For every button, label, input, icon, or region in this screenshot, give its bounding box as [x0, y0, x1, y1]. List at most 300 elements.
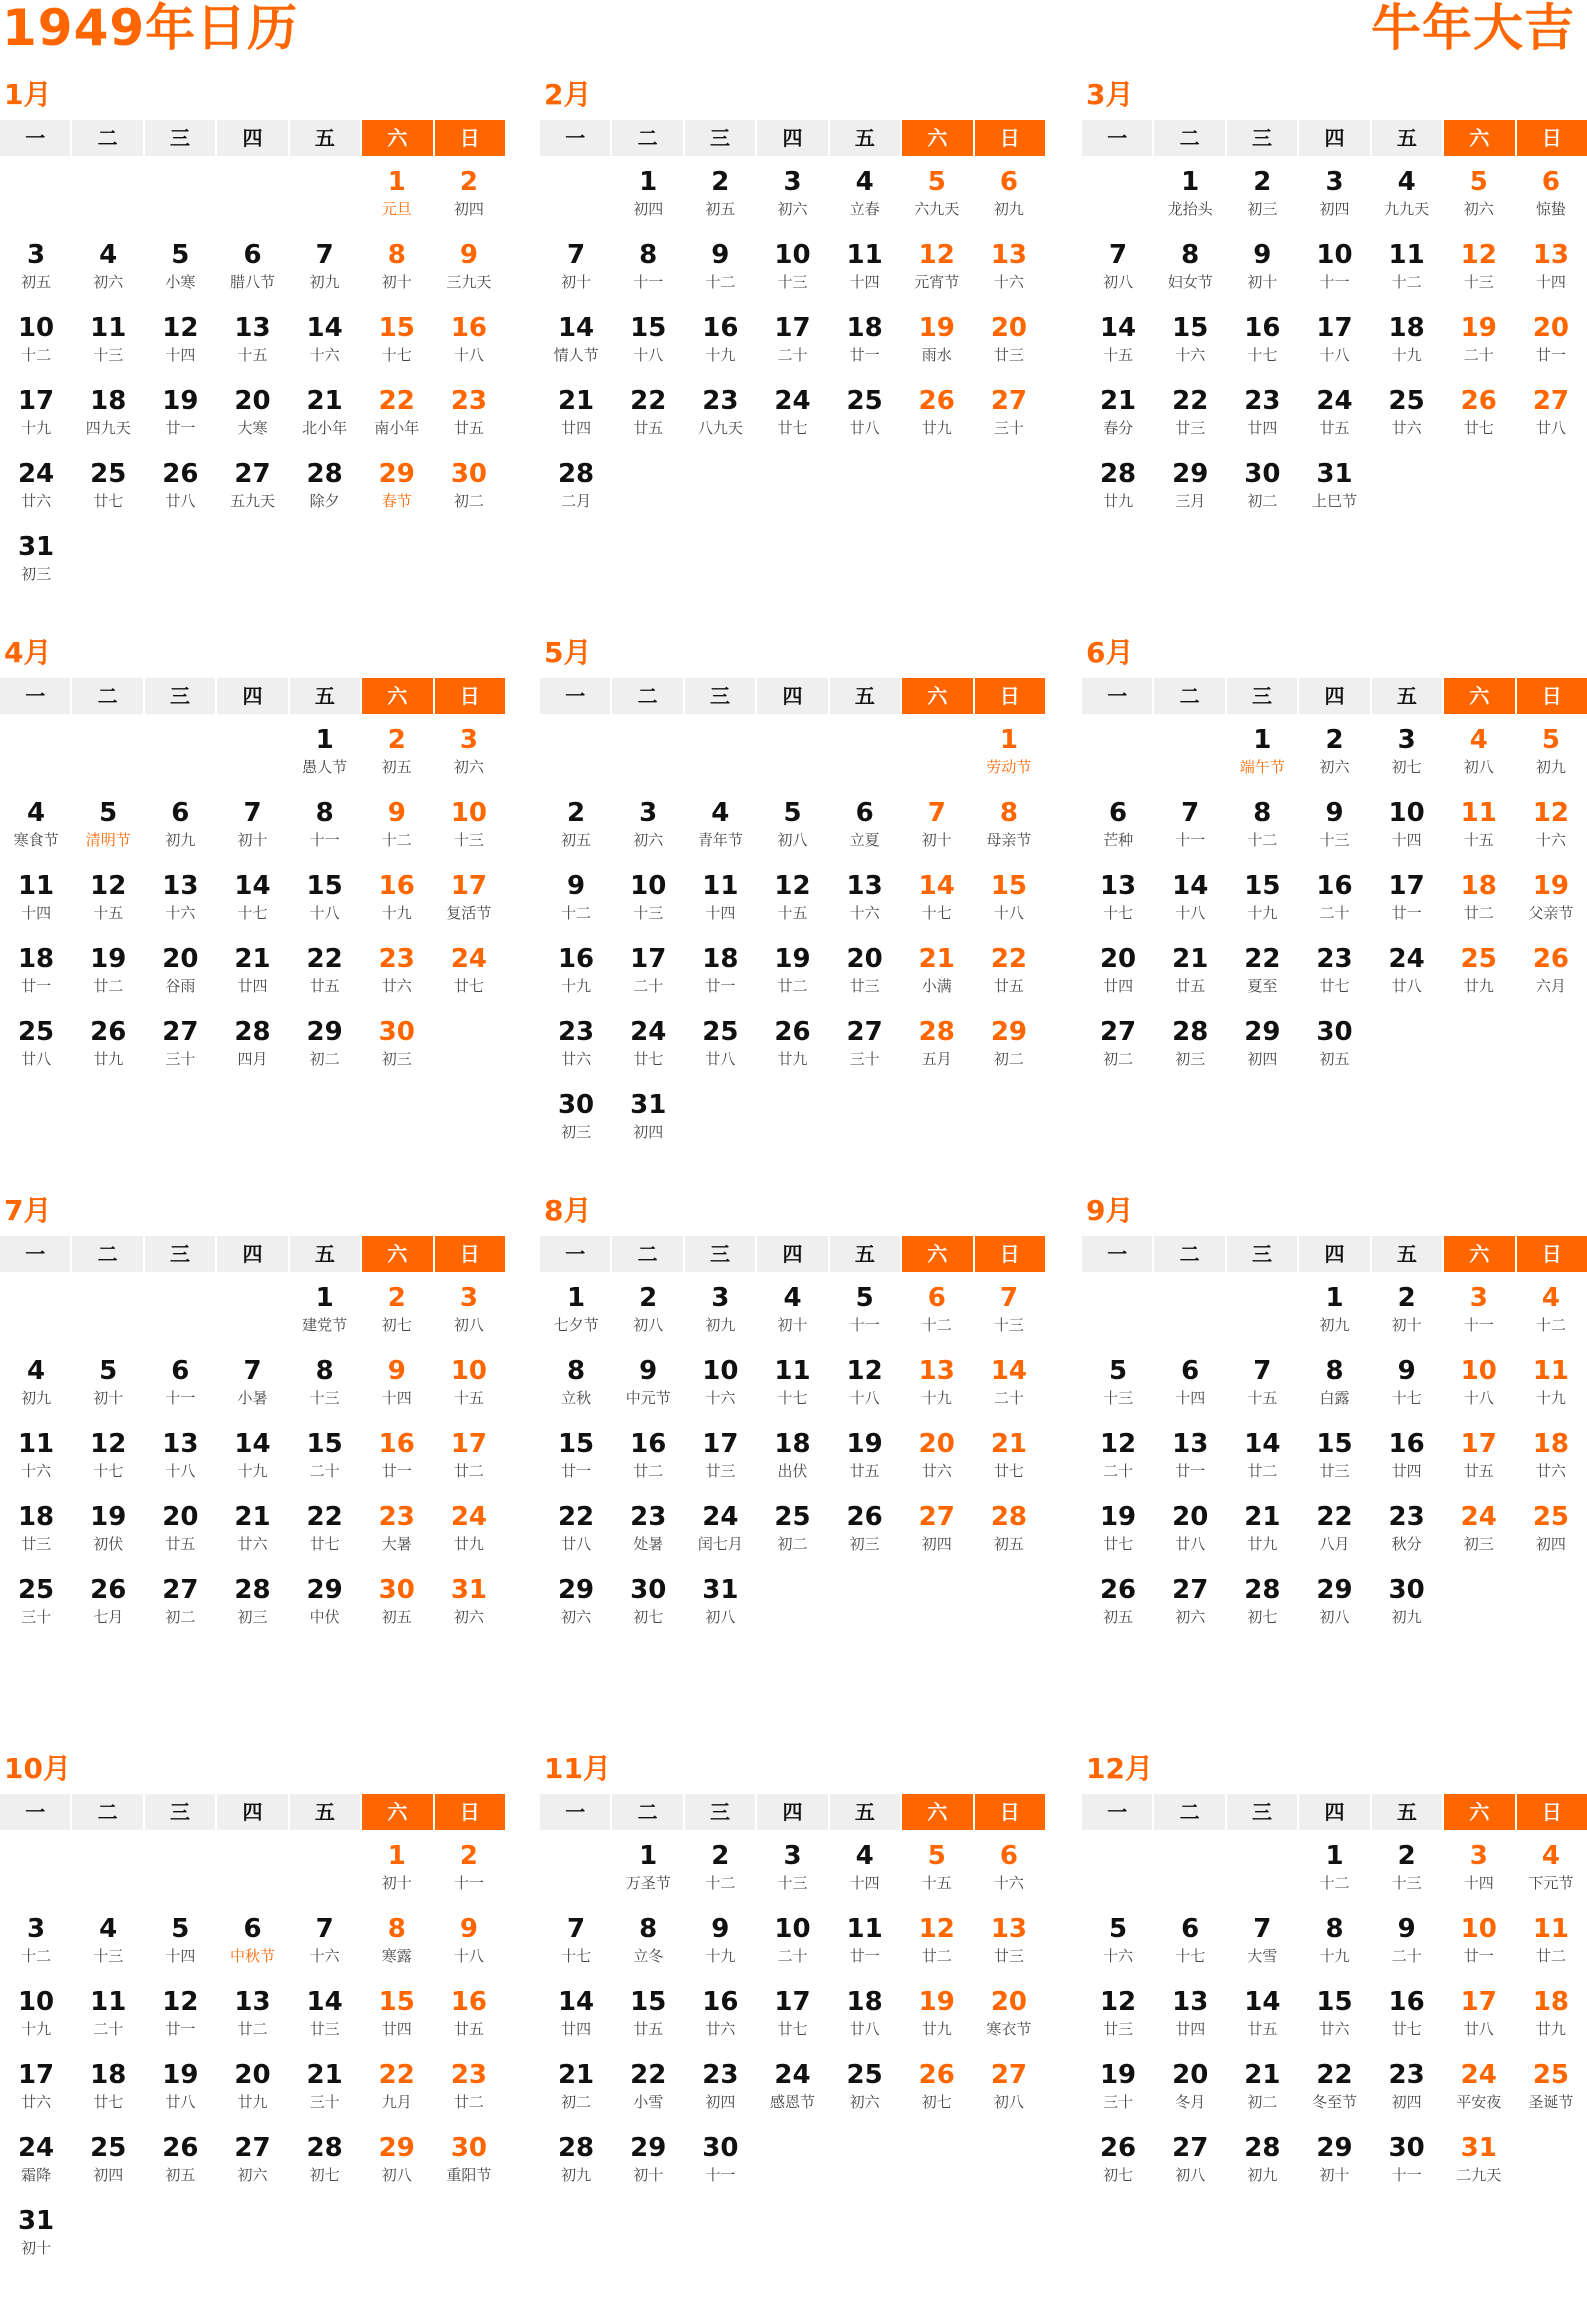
- day-cell[interactable]: [433, 1832, 505, 1905]
- day-cell[interactable]: [684, 1566, 756, 1639]
- day-cell[interactable]: [144, 1493, 216, 1566]
- day-cell[interactable]: [901, 2051, 973, 2124]
- day-cell[interactable]: [756, 231, 828, 304]
- day-cell[interactable]: [1515, 935, 1587, 1008]
- day-cell[interactable]: [433, 862, 505, 935]
- day-cell[interactable]: [684, 158, 756, 231]
- day-cell[interactable]: [901, 304, 973, 377]
- day-cell[interactable]: [1371, 1832, 1443, 1905]
- day-cell[interactable]: [216, 935, 288, 1008]
- day-cell[interactable]: [1226, 1347, 1298, 1420]
- day-cell[interactable]: [1443, 716, 1515, 789]
- day-cell[interactable]: [1226, 158, 1298, 231]
- day-cell[interactable]: [144, 377, 216, 450]
- day-cell[interactable]: [1443, 1493, 1515, 1566]
- day-cell[interactable]: [433, 304, 505, 377]
- day-cell[interactable]: [1515, 1274, 1587, 1347]
- day-cell[interactable]: [1515, 1347, 1587, 1420]
- day-cell[interactable]: [612, 304, 684, 377]
- day-cell[interactable]: [144, 1566, 216, 1639]
- day-cell[interactable]: [973, 1978, 1045, 2051]
- day-cell[interactable]: [1154, 1493, 1226, 1566]
- day-cell[interactable]: [144, 2051, 216, 2124]
- day-cell[interactable]: [72, 1978, 144, 2051]
- day-cell[interactable]: [0, 2051, 72, 2124]
- day-cell[interactable]: [612, 1420, 684, 1493]
- day-cell[interactable]: [289, 1566, 361, 1639]
- day-cell[interactable]: [1298, 789, 1370, 862]
- day-cell[interactable]: [1515, 1978, 1587, 2051]
- day-cell[interactable]: [1298, 1274, 1370, 1347]
- day-cell[interactable]: [1154, 377, 1226, 450]
- day-cell[interactable]: [1226, 231, 1298, 304]
- day-cell[interactable]: [684, 789, 756, 862]
- day-cell[interactable]: [1154, 789, 1226, 862]
- day-cell[interactable]: [540, 304, 612, 377]
- day-cell[interactable]: [1082, 450, 1154, 523]
- day-cell[interactable]: [1082, 2051, 1154, 2124]
- day-cell[interactable]: [973, 377, 1045, 450]
- day-cell[interactable]: [1298, 1008, 1370, 1081]
- day-cell[interactable]: [1226, 2051, 1298, 2124]
- day-cell[interactable]: [1154, 231, 1226, 304]
- day-cell[interactable]: [1443, 158, 1515, 231]
- day-cell[interactable]: [540, 450, 612, 523]
- day-cell[interactable]: [1443, 1274, 1515, 1347]
- day-cell[interactable]: [1371, 1274, 1443, 1347]
- day-cell[interactable]: [72, 231, 144, 304]
- day-cell[interactable]: [72, 1493, 144, 1566]
- day-cell[interactable]: [901, 1347, 973, 1420]
- day-cell[interactable]: [1154, 1905, 1226, 1978]
- day-cell[interactable]: [973, 2051, 1045, 2124]
- day-cell[interactable]: [0, 1905, 72, 1978]
- day-cell[interactable]: [612, 158, 684, 231]
- day-cell[interactable]: [684, 304, 756, 377]
- day-cell[interactable]: [144, 450, 216, 523]
- day-cell[interactable]: [540, 789, 612, 862]
- day-cell[interactable]: [829, 1008, 901, 1081]
- day-cell[interactable]: [540, 377, 612, 450]
- day-cell[interactable]: [361, 450, 433, 523]
- day-cell[interactable]: [361, 1978, 433, 2051]
- day-cell[interactable]: [1371, 862, 1443, 935]
- day-cell[interactable]: [1371, 716, 1443, 789]
- day-cell[interactable]: [973, 1832, 1045, 1905]
- day-cell[interactable]: [612, 1978, 684, 2051]
- day-cell[interactable]: [1298, 1347, 1370, 1420]
- day-cell[interactable]: [1515, 1832, 1587, 1905]
- day-cell[interactable]: [1371, 2124, 1443, 2197]
- day-cell[interactable]: [0, 2197, 72, 2270]
- day-cell[interactable]: [433, 2051, 505, 2124]
- day-cell[interactable]: [1443, 1832, 1515, 1905]
- day-cell[interactable]: [433, 789, 505, 862]
- day-cell[interactable]: [612, 935, 684, 1008]
- day-cell[interactable]: [1515, 862, 1587, 935]
- day-cell[interactable]: [1226, 716, 1298, 789]
- day-cell[interactable]: [829, 1832, 901, 1905]
- day-cell[interactable]: [289, 1274, 361, 1347]
- day-cell[interactable]: [1371, 231, 1443, 304]
- day-cell[interactable]: [1515, 1420, 1587, 1493]
- day-cell[interactable]: [684, 1274, 756, 1347]
- day-cell[interactable]: [361, 1420, 433, 1493]
- day-cell[interactable]: [1154, 1347, 1226, 1420]
- day-cell[interactable]: [540, 1347, 612, 1420]
- day-cell[interactable]: [1154, 1008, 1226, 1081]
- day-cell[interactable]: [1226, 1978, 1298, 2051]
- day-cell[interactable]: [1515, 789, 1587, 862]
- day-cell[interactable]: [1082, 935, 1154, 1008]
- day-cell[interactable]: [1154, 304, 1226, 377]
- day-cell[interactable]: [612, 1905, 684, 1978]
- day-cell[interactable]: [144, 1420, 216, 1493]
- day-cell[interactable]: [1298, 158, 1370, 231]
- day-cell[interactable]: [361, 1566, 433, 1639]
- day-cell[interactable]: [1298, 935, 1370, 1008]
- day-cell[interactable]: [612, 1008, 684, 1081]
- day-cell[interactable]: [361, 935, 433, 1008]
- day-cell[interactable]: [1082, 231, 1154, 304]
- day-cell[interactable]: [1515, 304, 1587, 377]
- day-cell[interactable]: [684, 1347, 756, 1420]
- day-cell[interactable]: [72, 2051, 144, 2124]
- day-cell[interactable]: [756, 1832, 828, 1905]
- day-cell[interactable]: [612, 1832, 684, 1905]
- day-cell[interactable]: [433, 1978, 505, 2051]
- day-cell[interactable]: [612, 789, 684, 862]
- day-cell[interactable]: [973, 1274, 1045, 1347]
- day-cell[interactable]: [144, 1008, 216, 1081]
- day-cell[interactable]: [1515, 2051, 1587, 2124]
- day-cell[interactable]: [0, 231, 72, 304]
- day-cell[interactable]: [1082, 2124, 1154, 2197]
- day-cell[interactable]: [1443, 1420, 1515, 1493]
- day-cell[interactable]: [829, 158, 901, 231]
- day-cell[interactable]: [540, 1566, 612, 1639]
- day-cell[interactable]: [0, 1347, 72, 1420]
- day-cell[interactable]: [0, 450, 72, 523]
- day-cell[interactable]: [0, 1566, 72, 1639]
- day-cell[interactable]: [216, 1978, 288, 2051]
- day-cell[interactable]: [289, 304, 361, 377]
- day-cell[interactable]: [973, 1493, 1045, 1566]
- day-cell[interactable]: [72, 2124, 144, 2197]
- day-cell[interactable]: [612, 1274, 684, 1347]
- day-cell[interactable]: [433, 377, 505, 450]
- day-cell[interactable]: [361, 2051, 433, 2124]
- day-cell[interactable]: [216, 304, 288, 377]
- day-cell[interactable]: [72, 450, 144, 523]
- day-cell[interactable]: [289, 1008, 361, 1081]
- day-cell[interactable]: [1443, 789, 1515, 862]
- day-cell[interactable]: [684, 2124, 756, 2197]
- day-cell[interactable]: [72, 1905, 144, 1978]
- day-cell[interactable]: [289, 862, 361, 935]
- day-cell[interactable]: [756, 862, 828, 935]
- day-cell[interactable]: [540, 1274, 612, 1347]
- day-cell[interactable]: [756, 304, 828, 377]
- day-cell[interactable]: [361, 789, 433, 862]
- day-cell[interactable]: [1154, 862, 1226, 935]
- day-cell[interactable]: [1371, 158, 1443, 231]
- day-cell[interactable]: [216, 2124, 288, 2197]
- day-cell[interactable]: [1515, 1905, 1587, 1978]
- day-cell[interactable]: [756, 1978, 828, 2051]
- day-cell[interactable]: [829, 231, 901, 304]
- day-cell[interactable]: [901, 1905, 973, 1978]
- day-cell[interactable]: [289, 1905, 361, 1978]
- day-cell[interactable]: [0, 1493, 72, 1566]
- day-cell[interactable]: [684, 1008, 756, 1081]
- day-cell[interactable]: [829, 377, 901, 450]
- day-cell[interactable]: [829, 1274, 901, 1347]
- day-cell[interactable]: [540, 1081, 612, 1154]
- day-cell[interactable]: [361, 1008, 433, 1081]
- day-cell[interactable]: [433, 1493, 505, 1566]
- day-cell[interactable]: [433, 935, 505, 1008]
- day-cell[interactable]: [901, 1008, 973, 1081]
- day-cell[interactable]: [829, 862, 901, 935]
- day-cell[interactable]: [1082, 789, 1154, 862]
- day-cell[interactable]: [72, 862, 144, 935]
- day-cell[interactable]: [289, 231, 361, 304]
- day-cell[interactable]: [901, 1978, 973, 2051]
- day-cell[interactable]: [361, 716, 433, 789]
- day-cell[interactable]: [216, 789, 288, 862]
- day-cell[interactable]: [684, 2051, 756, 2124]
- day-cell[interactable]: [612, 1347, 684, 1420]
- day-cell[interactable]: [361, 1347, 433, 1420]
- day-cell[interactable]: [289, 935, 361, 1008]
- day-cell[interactable]: [684, 1493, 756, 1566]
- day-cell[interactable]: [612, 1493, 684, 1566]
- day-cell[interactable]: [756, 1493, 828, 1566]
- day-cell[interactable]: [973, 862, 1045, 935]
- day-cell[interactable]: [973, 1347, 1045, 1420]
- day-cell[interactable]: [216, 377, 288, 450]
- day-cell[interactable]: [289, 1420, 361, 1493]
- day-cell[interactable]: [612, 1081, 684, 1154]
- day-cell[interactable]: [829, 1493, 901, 1566]
- day-cell[interactable]: [1226, 1905, 1298, 1978]
- day-cell[interactable]: [756, 1274, 828, 1347]
- day-cell[interactable]: [684, 862, 756, 935]
- day-cell[interactable]: [0, 862, 72, 935]
- day-cell[interactable]: [1298, 1905, 1370, 1978]
- day-cell[interactable]: [0, 1008, 72, 1081]
- day-cell[interactable]: [289, 2051, 361, 2124]
- day-cell[interactable]: [1443, 231, 1515, 304]
- day-cell[interactable]: [684, 1420, 756, 1493]
- day-cell[interactable]: [361, 377, 433, 450]
- day-cell[interactable]: [1082, 1008, 1154, 1081]
- day-cell[interactable]: [1371, 1566, 1443, 1639]
- day-cell[interactable]: [1226, 377, 1298, 450]
- day-cell[interactable]: [1082, 1566, 1154, 1639]
- day-cell[interactable]: [216, 231, 288, 304]
- day-cell[interactable]: [144, 1978, 216, 2051]
- day-cell[interactable]: [216, 450, 288, 523]
- day-cell[interactable]: [72, 935, 144, 1008]
- day-cell[interactable]: [684, 377, 756, 450]
- day-cell[interactable]: [756, 158, 828, 231]
- day-cell[interactable]: [901, 1832, 973, 1905]
- day-cell[interactable]: [289, 450, 361, 523]
- day-cell[interactable]: [433, 1420, 505, 1493]
- day-cell[interactable]: [361, 2124, 433, 2197]
- day-cell[interactable]: [72, 789, 144, 862]
- day-cell[interactable]: [756, 789, 828, 862]
- day-cell[interactable]: [540, 2051, 612, 2124]
- day-cell[interactable]: [973, 789, 1045, 862]
- day-cell[interactable]: [289, 377, 361, 450]
- day-cell[interactable]: [829, 1420, 901, 1493]
- day-cell[interactable]: [1298, 450, 1370, 523]
- day-cell[interactable]: [0, 304, 72, 377]
- day-cell[interactable]: [144, 304, 216, 377]
- day-cell[interactable]: [216, 1905, 288, 1978]
- day-cell[interactable]: [1298, 304, 1370, 377]
- day-cell[interactable]: [1082, 377, 1154, 450]
- day-cell[interactable]: [973, 1905, 1045, 1978]
- day-cell[interactable]: [0, 1420, 72, 1493]
- day-cell[interactable]: [1226, 1420, 1298, 1493]
- day-cell[interactable]: [72, 1420, 144, 1493]
- day-cell[interactable]: [1298, 377, 1370, 450]
- day-cell[interactable]: [1082, 1347, 1154, 1420]
- day-cell[interactable]: [289, 1978, 361, 2051]
- day-cell[interactable]: [361, 231, 433, 304]
- day-cell[interactable]: [1226, 1493, 1298, 1566]
- day-cell[interactable]: [361, 1832, 433, 1905]
- day-cell[interactable]: [1371, 377, 1443, 450]
- day-cell[interactable]: [540, 231, 612, 304]
- day-cell[interactable]: [361, 1905, 433, 1978]
- day-cell[interactable]: [72, 1008, 144, 1081]
- day-cell[interactable]: [684, 1978, 756, 2051]
- day-cell[interactable]: [540, 862, 612, 935]
- day-cell[interactable]: [433, 231, 505, 304]
- day-cell[interactable]: [829, 2051, 901, 2124]
- day-cell[interactable]: [1371, 1347, 1443, 1420]
- day-cell[interactable]: [144, 935, 216, 1008]
- day-cell[interactable]: [1154, 1978, 1226, 2051]
- day-cell[interactable]: [216, 1493, 288, 1566]
- day-cell[interactable]: [1371, 304, 1443, 377]
- day-cell[interactable]: [1298, 716, 1370, 789]
- day-cell[interactable]: [540, 1493, 612, 1566]
- day-cell[interactable]: [1298, 231, 1370, 304]
- day-cell[interactable]: [433, 1347, 505, 1420]
- day-cell[interactable]: [216, 862, 288, 935]
- day-cell[interactable]: [1443, 2124, 1515, 2197]
- day-cell[interactable]: [1298, 2124, 1370, 2197]
- day-cell[interactable]: [1082, 304, 1154, 377]
- day-cell[interactable]: [1298, 862, 1370, 935]
- day-cell[interactable]: [72, 304, 144, 377]
- day-cell[interactable]: [540, 935, 612, 1008]
- day-cell[interactable]: [756, 1347, 828, 1420]
- day-cell[interactable]: [433, 2124, 505, 2197]
- day-cell[interactable]: [829, 789, 901, 862]
- day-cell[interactable]: [1082, 1420, 1154, 1493]
- day-cell[interactable]: [216, 1347, 288, 1420]
- day-cell[interactable]: [1154, 935, 1226, 1008]
- day-cell[interactable]: [289, 789, 361, 862]
- day-cell[interactable]: [540, 1978, 612, 2051]
- day-cell[interactable]: [973, 231, 1045, 304]
- day-cell[interactable]: [1226, 2124, 1298, 2197]
- day-cell[interactable]: [216, 2051, 288, 2124]
- day-cell[interactable]: [289, 716, 361, 789]
- day-cell[interactable]: [1371, 1420, 1443, 1493]
- day-cell[interactable]: [1298, 1493, 1370, 1566]
- day-cell[interactable]: [1082, 1493, 1154, 1566]
- day-cell[interactable]: [1082, 1978, 1154, 2051]
- day-cell[interactable]: [361, 862, 433, 935]
- day-cell[interactable]: [612, 862, 684, 935]
- day-cell[interactable]: [1515, 377, 1587, 450]
- day-cell[interactable]: [144, 2124, 216, 2197]
- day-cell[interactable]: [612, 231, 684, 304]
- day-cell[interactable]: [1226, 450, 1298, 523]
- day-cell[interactable]: [1371, 1905, 1443, 1978]
- day-cell[interactable]: [216, 1420, 288, 1493]
- day-cell[interactable]: [1298, 1566, 1370, 1639]
- day-cell[interactable]: [829, 1347, 901, 1420]
- day-cell[interactable]: [1226, 1008, 1298, 1081]
- day-cell[interactable]: [973, 158, 1045, 231]
- day-cell[interactable]: [756, 1905, 828, 1978]
- day-cell[interactable]: [901, 1274, 973, 1347]
- day-cell[interactable]: [361, 1274, 433, 1347]
- day-cell[interactable]: [361, 158, 433, 231]
- day-cell[interactable]: [901, 862, 973, 935]
- day-cell[interactable]: [1443, 1905, 1515, 1978]
- day-cell[interactable]: [901, 158, 973, 231]
- day-cell[interactable]: [1371, 789, 1443, 862]
- day-cell[interactable]: [0, 2124, 72, 2197]
- day-cell[interactable]: [612, 377, 684, 450]
- day-cell[interactable]: [144, 1905, 216, 1978]
- day-cell[interactable]: [72, 1347, 144, 1420]
- day-cell[interactable]: [1443, 862, 1515, 935]
- day-cell[interactable]: [756, 377, 828, 450]
- day-cell[interactable]: [433, 1566, 505, 1639]
- day-cell[interactable]: [1226, 789, 1298, 862]
- day-cell[interactable]: [0, 523, 72, 596]
- day-cell[interactable]: [72, 1566, 144, 1639]
- day-cell[interactable]: [1298, 1420, 1370, 1493]
- day-cell[interactable]: [289, 1493, 361, 1566]
- day-cell[interactable]: [901, 935, 973, 1008]
- day-cell[interactable]: [1298, 1832, 1370, 1905]
- day-cell[interactable]: [756, 935, 828, 1008]
- day-cell[interactable]: [144, 862, 216, 935]
- day-cell[interactable]: [361, 304, 433, 377]
- day-cell[interactable]: [1515, 716, 1587, 789]
- day-cell[interactable]: [756, 1008, 828, 1081]
- day-cell[interactable]: [1226, 304, 1298, 377]
- day-cell[interactable]: [216, 1008, 288, 1081]
- day-cell[interactable]: [216, 1566, 288, 1639]
- day-cell[interactable]: [1154, 2051, 1226, 2124]
- day-cell[interactable]: [684, 935, 756, 1008]
- day-cell[interactable]: [1443, 1978, 1515, 2051]
- day-cell[interactable]: [289, 1347, 361, 1420]
